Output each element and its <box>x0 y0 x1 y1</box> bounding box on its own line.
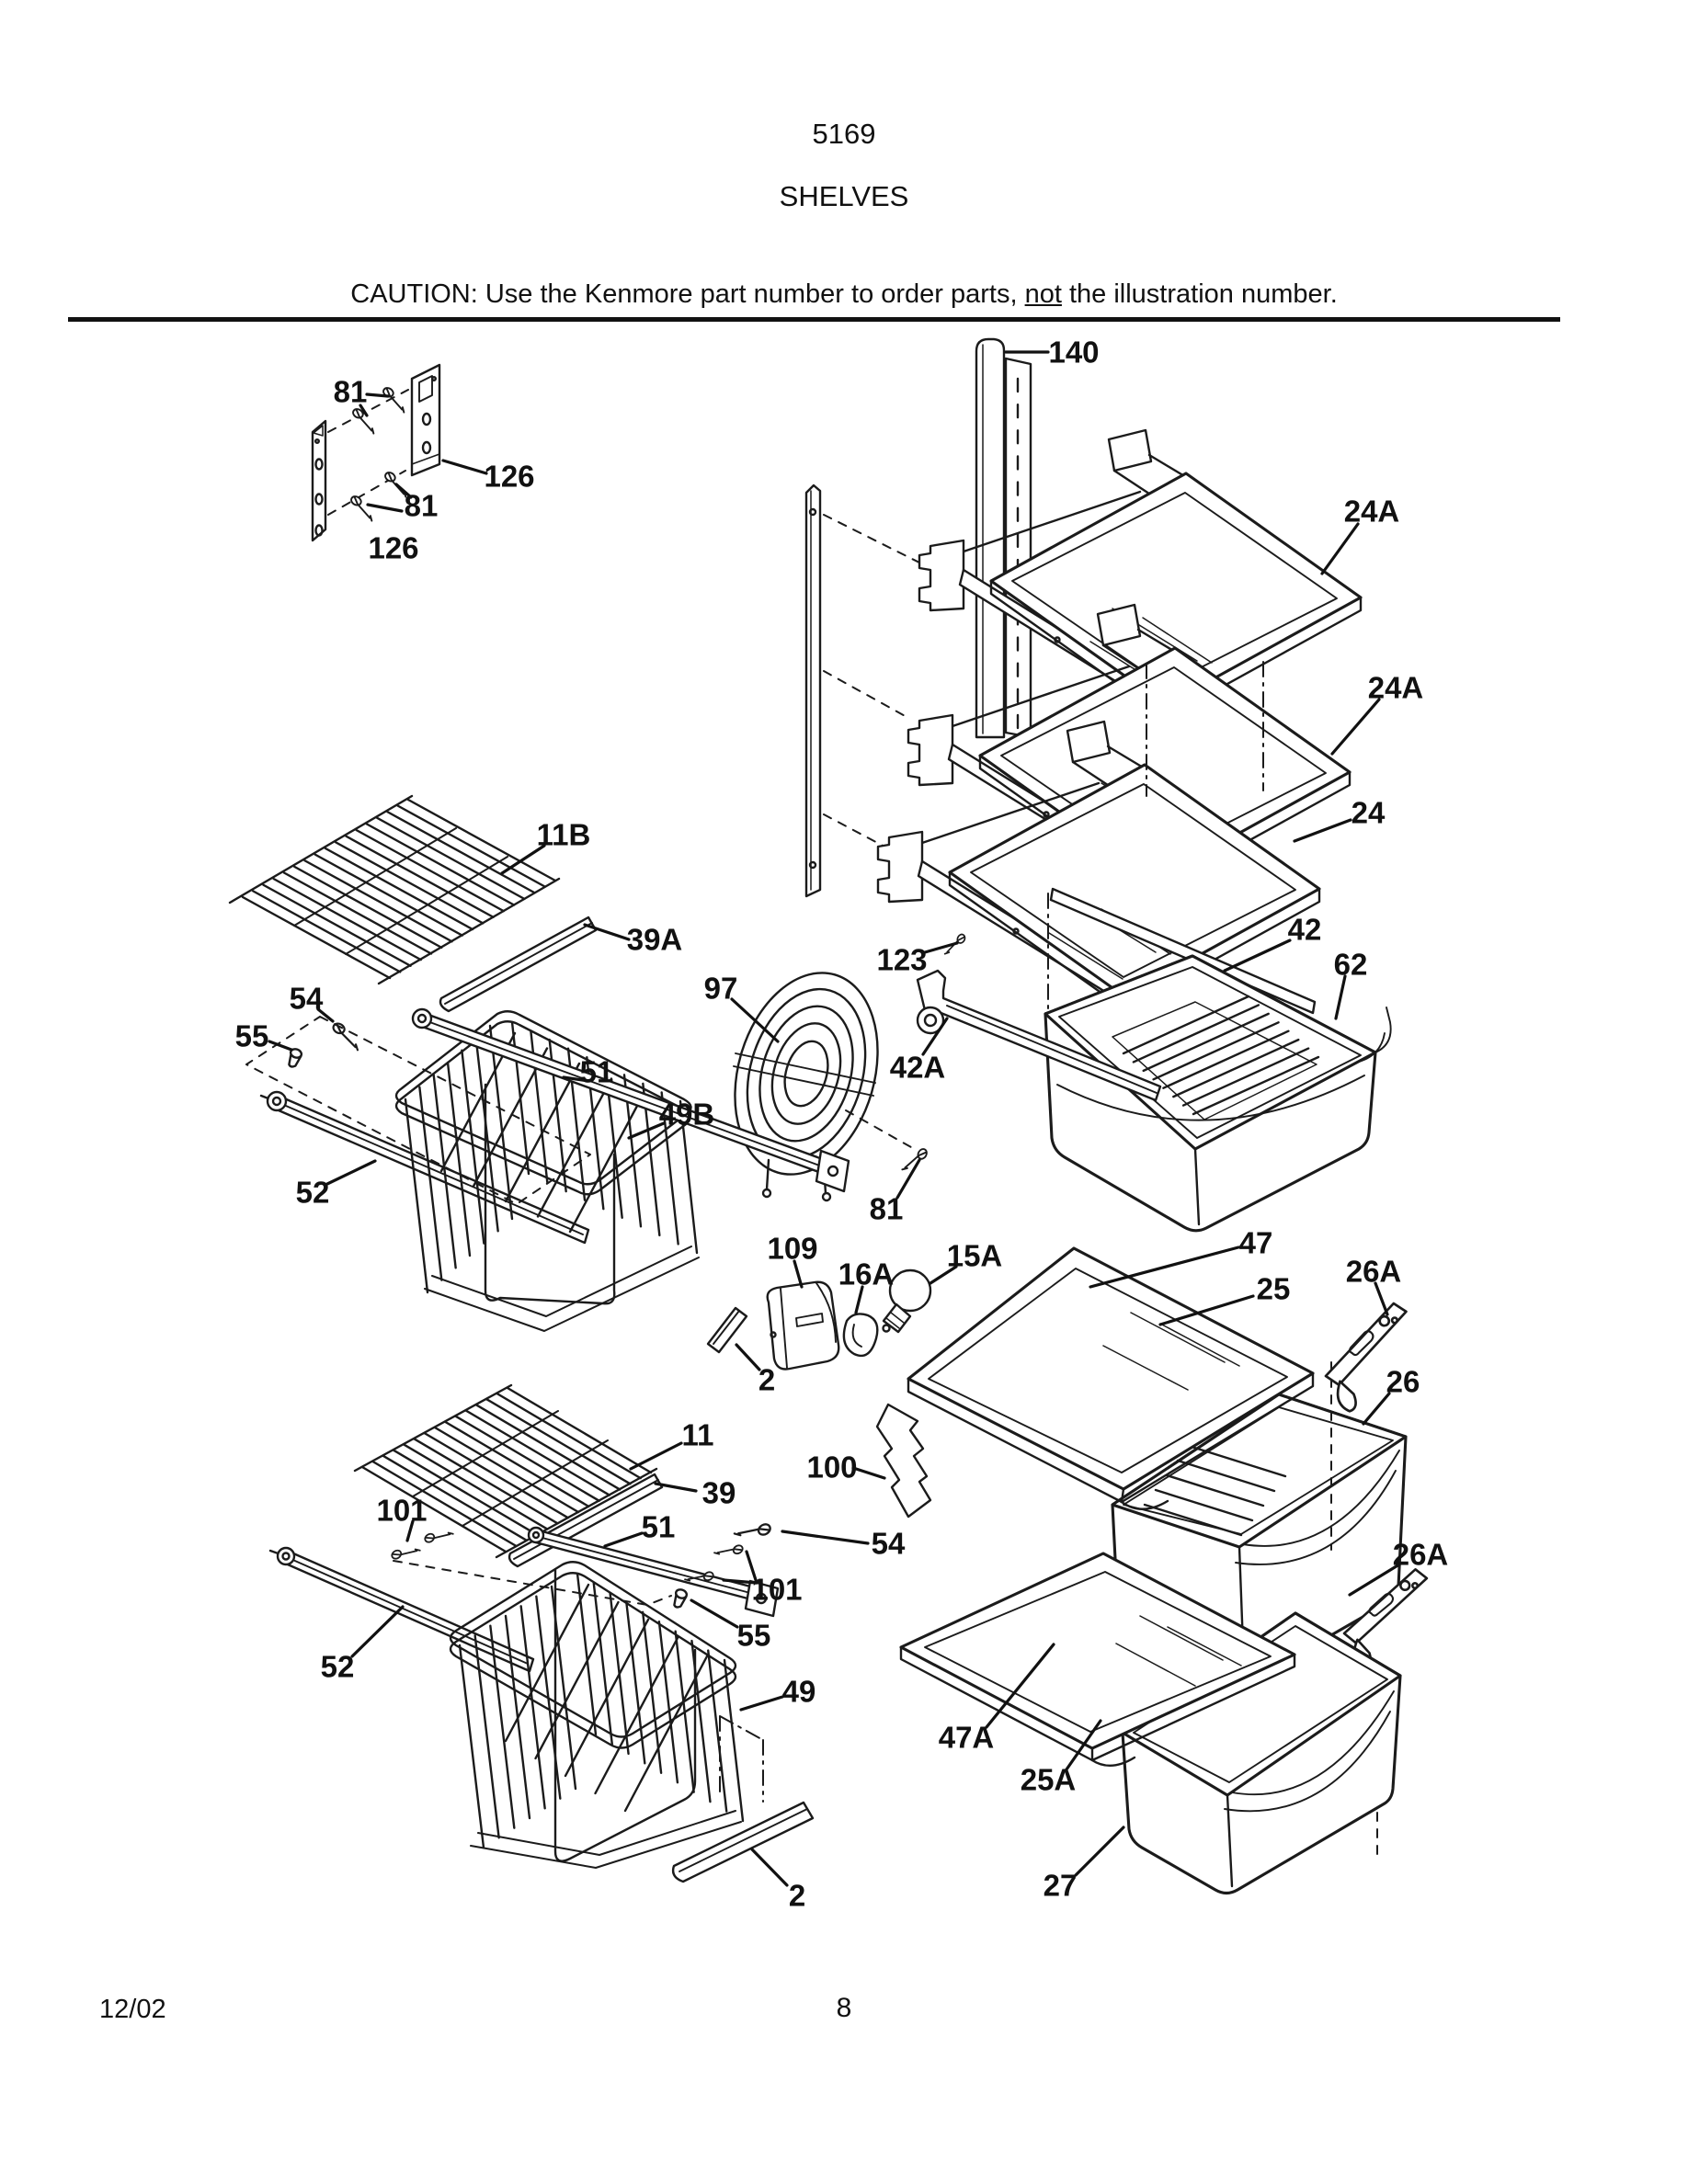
callout-label-55: 55 <box>234 1018 269 1053</box>
callout-leader <box>736 1345 759 1370</box>
callout-leader <box>1336 976 1345 1018</box>
rail-alignment-dashes <box>824 515 923 856</box>
callout-label-42: 42 <box>1287 912 1322 947</box>
callout-leader <box>691 1600 737 1627</box>
callout-label-47: 47 <box>1238 1225 1273 1260</box>
callout-leader <box>1225 940 1290 971</box>
callout-label-47A: 47A <box>938 1720 995 1755</box>
callout-label-25A: 25A <box>1020 1762 1077 1797</box>
page-model-number: 5169 <box>812 118 876 150</box>
callout-label-39A: 39A <box>626 922 683 957</box>
callout-label-2: 2 <box>758 1362 776 1397</box>
hanger-rail-left <box>806 485 820 896</box>
lamp-socket-16a <box>844 1314 877 1356</box>
callout-label-126: 126 <box>484 459 535 494</box>
callout-label-52: 52 <box>320 1649 355 1684</box>
callout-leader <box>741 1697 782 1710</box>
callout-leader <box>605 1533 642 1546</box>
callout-leader <box>327 1161 375 1184</box>
callout-label-49: 49 <box>781 1674 816 1709</box>
wire-basket-49 <box>451 1562 743 1868</box>
screw-54-icon <box>735 1517 772 1548</box>
callout-label-97: 97 <box>703 971 738 1006</box>
callout-leader <box>752 1849 787 1885</box>
callout-leader <box>1076 1827 1123 1875</box>
callout-label-11: 11 <box>681 1417 714 1452</box>
callout-leader <box>631 1443 681 1469</box>
screw-101-icon <box>714 1540 744 1564</box>
callout-label-126: 126 <box>368 530 419 565</box>
callout-label-25: 25 <box>1256 1271 1291 1306</box>
callout-label-26A: 26A <box>1345 1254 1402 1289</box>
lamp-housing-109 <box>768 1282 839 1370</box>
wire-shelf-11 <box>355 1385 656 1557</box>
callout-label-62: 62 <box>1333 947 1368 982</box>
footer-page-number: 8 <box>836 1993 852 2023</box>
callout-label-101: 101 <box>376 1493 428 1528</box>
trim-39a <box>440 917 596 1011</box>
callout-label-54: 54 <box>871 1526 906 1561</box>
callout-leader <box>367 394 388 396</box>
callout-label-27: 27 <box>1043 1868 1078 1903</box>
callout-label-100: 100 <box>806 1450 858 1484</box>
callout-label-16A: 16A <box>838 1257 895 1291</box>
footer-date: 12/02 <box>99 1995 166 2024</box>
mounting-bracket-left <box>313 421 325 540</box>
callout-leader <box>1295 820 1351 841</box>
callout-label-42A: 42A <box>889 1050 946 1085</box>
callout-label-109: 109 <box>767 1231 818 1266</box>
screw-54-icon <box>329 1022 365 1051</box>
callout-label-81: 81 <box>869 1191 904 1226</box>
callout-label-15A: 15A <box>946 1238 1003 1273</box>
callout-leader <box>853 1468 884 1478</box>
crisper-pan-62 <box>1045 956 1391 1231</box>
frame-end-100 <box>877 1405 930 1517</box>
callout-label-49B: 49B <box>658 1097 715 1132</box>
screw-81-icon <box>902 1144 928 1176</box>
caution-prefix: CAUTION: Use the Kenmore part number to order parts, <box>350 279 1025 309</box>
callout-leader <box>1322 524 1358 574</box>
callout-label-55: 55 <box>736 1618 771 1653</box>
callout-label-24A: 24A <box>1367 670 1424 705</box>
callout-label-123: 123 <box>876 942 928 977</box>
callout-leader <box>443 461 486 473</box>
screw-81-icon <box>347 495 378 520</box>
trim-2-upper <box>708 1308 747 1352</box>
callout-label-52: 52 <box>295 1175 330 1210</box>
caution-underlined-word: not <box>1024 279 1062 309</box>
callout-label-24: 24 <box>1351 795 1386 830</box>
callout-label-26: 26 <box>1386 1364 1420 1399</box>
callout-label-81: 81 <box>333 374 368 409</box>
callout-label-24A: 24A <box>1343 494 1400 529</box>
caution-suffix: the illustration number. <box>1061 279 1338 309</box>
mounting-bracket-right <box>412 365 439 475</box>
callout-leader <box>782 1531 868 1543</box>
callout-label-101: 101 <box>751 1572 803 1607</box>
callout-label-51: 51 <box>579 1054 614 1089</box>
stud-55-icon <box>286 1048 302 1069</box>
callout-label-81: 81 <box>404 488 439 523</box>
stud-55-icon <box>671 1588 688 1610</box>
callout-label-11B: 11B <box>536 817 591 852</box>
callout-leader <box>1332 700 1379 754</box>
wire-shelf-11b <box>230 796 559 984</box>
callout-label-54: 54 <box>289 981 324 1016</box>
callout-label-51: 51 <box>641 1509 676 1544</box>
callout-label-2: 2 <box>788 1878 806 1913</box>
screw-101-icon <box>424 1523 453 1548</box>
page-section-title: SHELVES <box>779 180 909 212</box>
callout-leader <box>368 505 402 511</box>
callout-label-26A: 26A <box>1392 1537 1449 1572</box>
callout-label-140: 140 <box>1048 335 1100 370</box>
callout-label-39: 39 <box>701 1475 736 1510</box>
callout-leader <box>352 1607 403 1656</box>
